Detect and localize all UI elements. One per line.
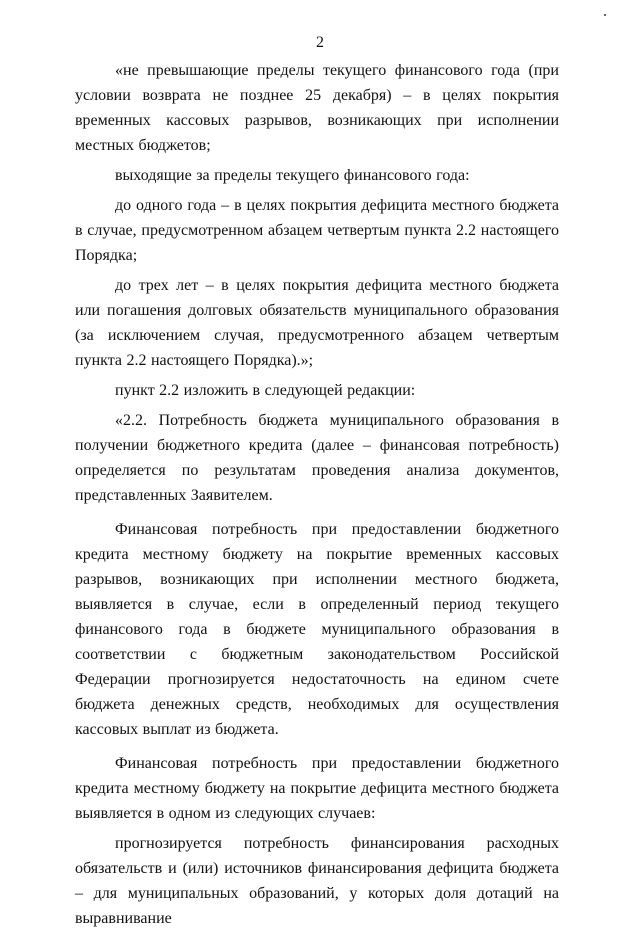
scan-speck [604,14,606,16]
paragraph-not-exceeding: «не превышающие пределы текущего финансового года (при условии возврата не позднее 25 декабря) – в целях покрытия временных кассовых разрывов, возникающих при исполнении местных бюджетов; [75,62,559,154]
paragraph-deficit-cases: Финансовая потребность при предоставлении бюджетного кредита местному бюджету на покрытие дефицита местного бюджета выявляется в одном из следующих случаев: [75,755,559,822]
paragraph-exceeding-year: выходящие за пределы текущего финансового года: [115,167,470,184]
paragraph-up-to-three-years: до трех лет – в целях покрытия дефицита местного бюджета или погашения долговых обязательств муниципального образования (за исключением случая, предусмотренного абзацем четвертым пункта 2.2 настоящего Порядка).»; [75,277,559,369]
paragraph-point-2-2-intro: пункт 2.2 изложить в следующей редакции: [115,382,416,399]
paragraph-forecast-need: прогнозируется потребность финансирования расходных обязательств и (или) источников финансирования дефицита бюджета – для муниципальных образований, у которых доля дотаций на выравнивание [75,835,559,927]
page-number: 2 [316,34,324,51]
document-body [75,58,559,931]
paragraph-cash-gaps: Финансовая потребность при предоставлении бюджетного кредита местному бюджету на покрытие временных кассовых разрывов, возникающих при исполнении местного бюджета, выявляется в случае, если в определенный период текущего финансового года в бюджете муниципального образования в соответствии с бюджетным законодательством Российской Федерации прогнозируется недостаточность на едином счете бюджета денежных средств, необходимых для осуществления кассовых выплат из бюджета. [75,521,559,738]
paragraph-point-2-2: «2.2. Потребность бюджета муниципального образования в получении бюджетного кредита (далее – финансовая потребность) определяется по результатам проведения анализа документов, представленных Заявителем. [75,412,559,504]
paragraph-up-to-one-year: до одного года – в целях покрытия дефицита местного бюджета в случае, предусмотренном абзацем четвертым пункта 2.2 настоящего Порядка; [75,197,559,264]
